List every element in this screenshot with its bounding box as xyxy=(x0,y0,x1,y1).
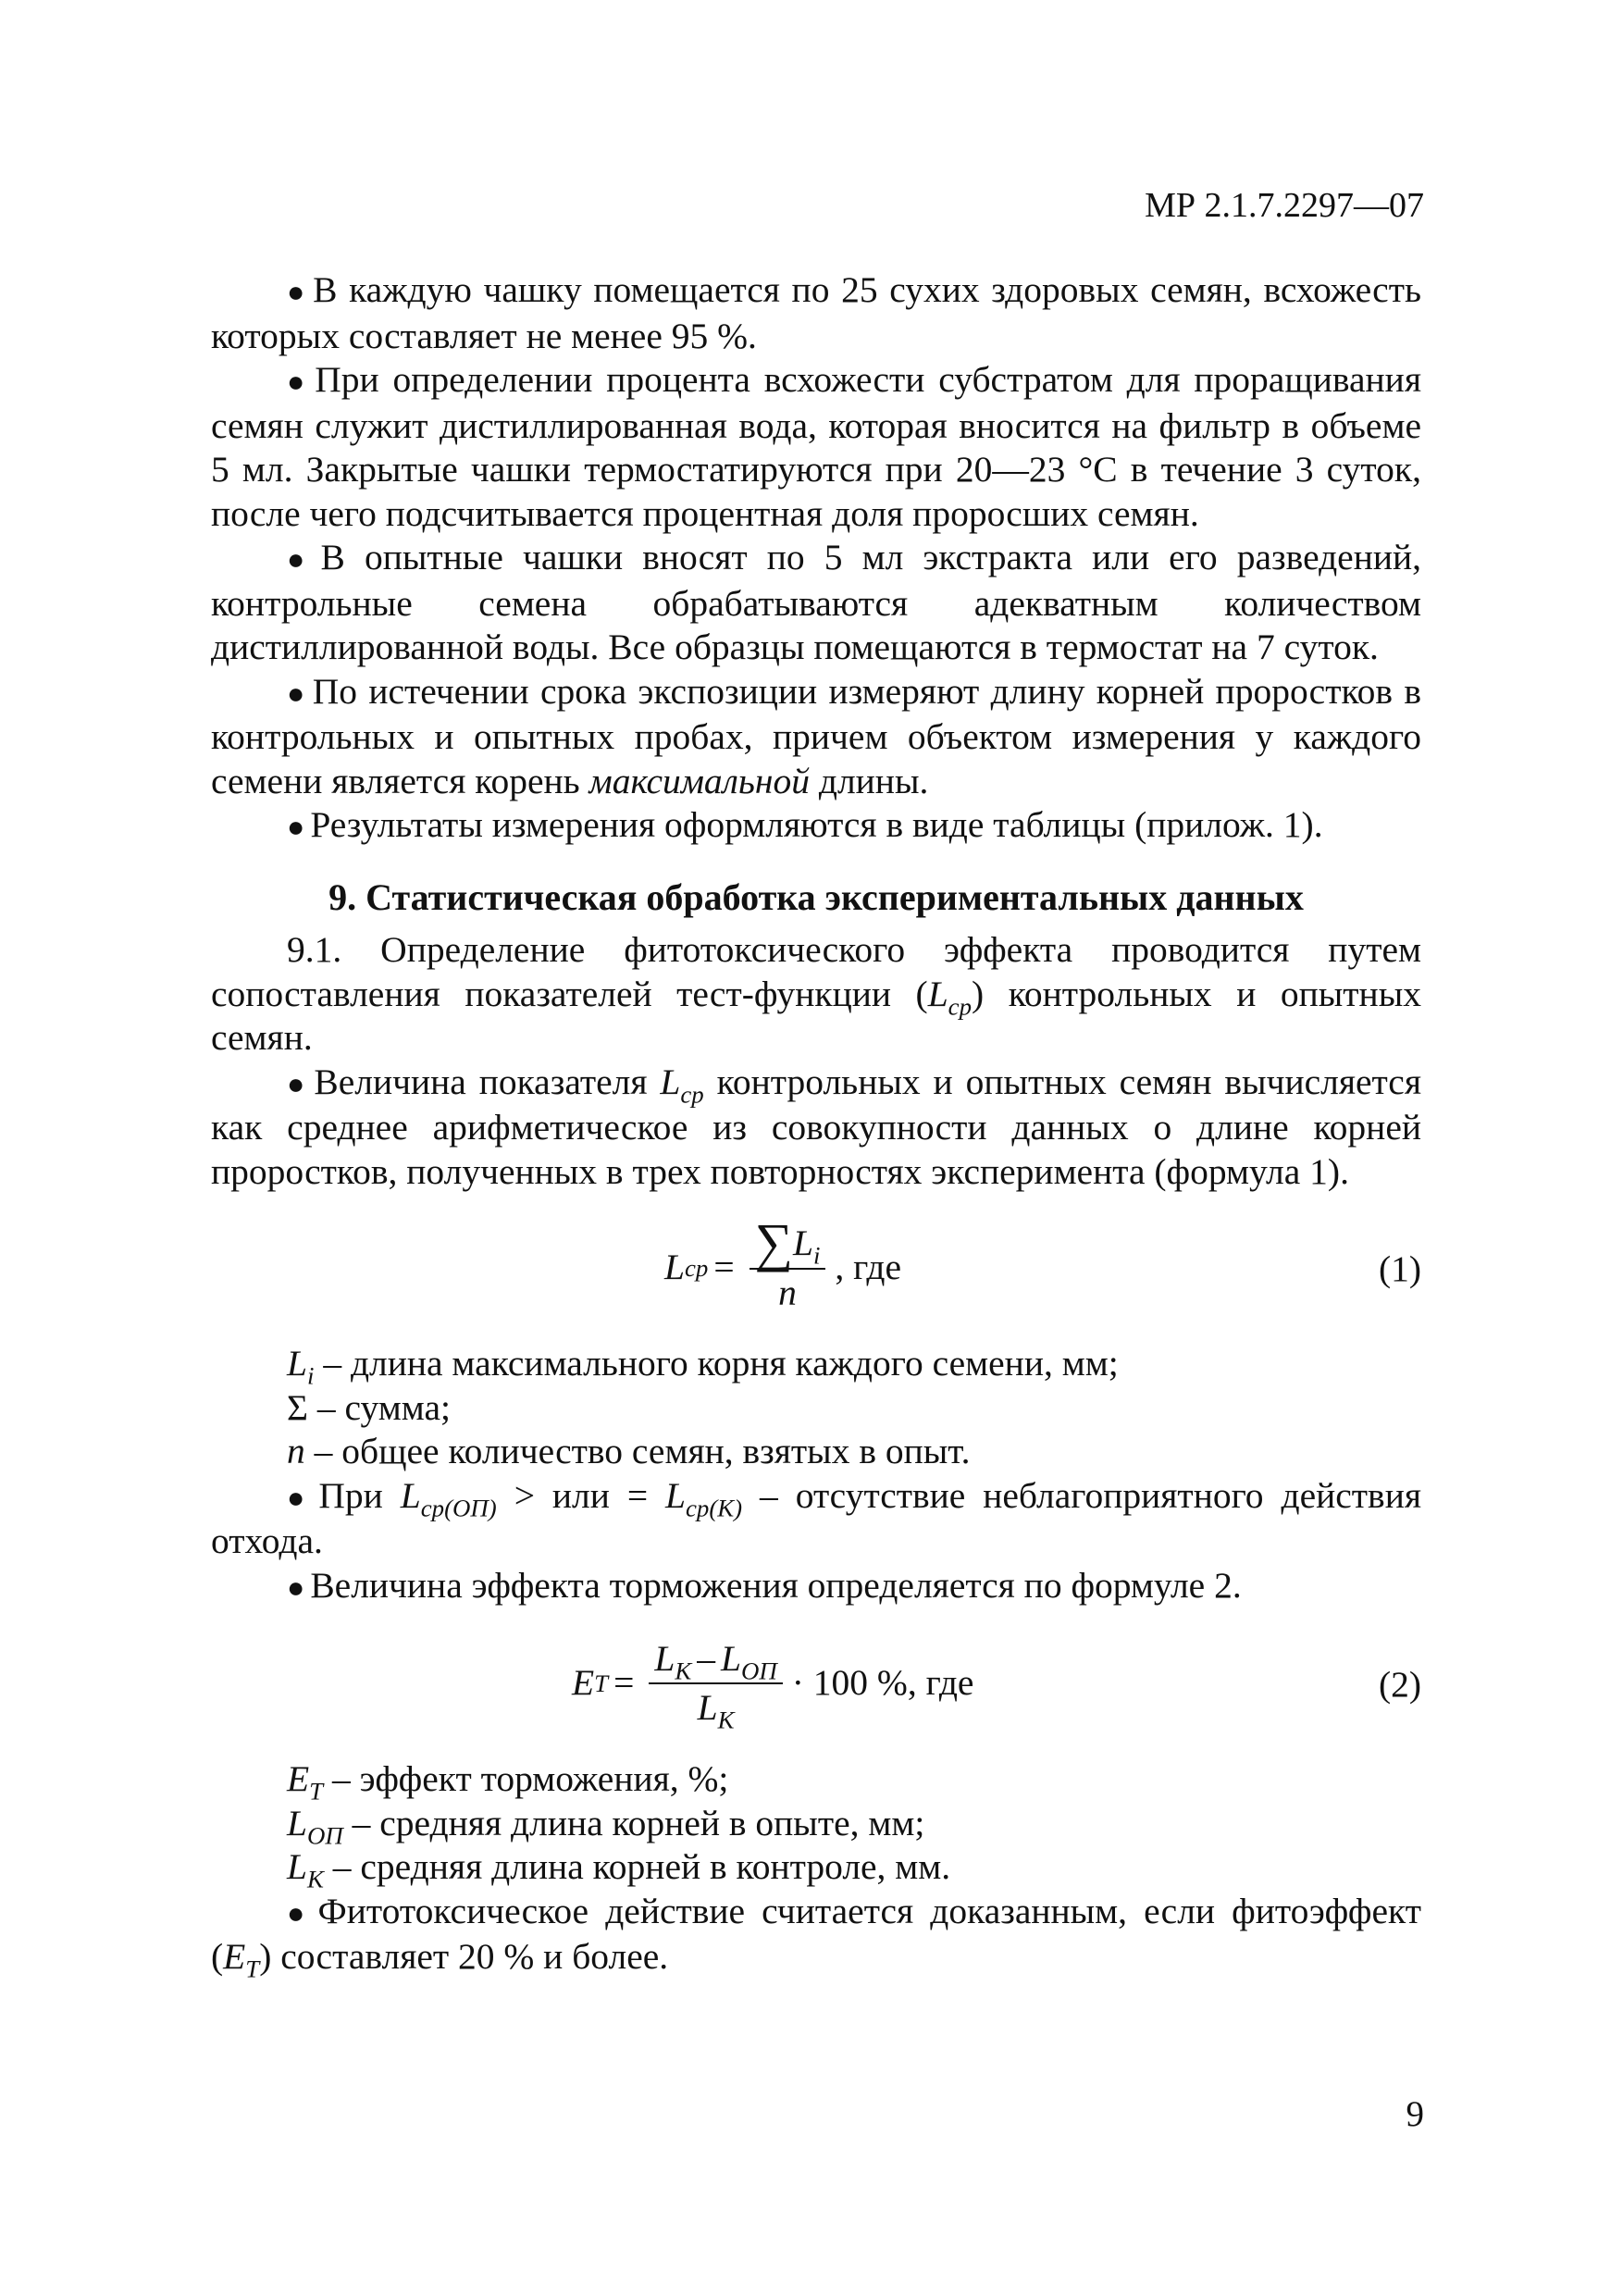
bullet-icon: ● xyxy=(287,1480,314,1514)
section-heading: 9. Статистическая обработка экспериментальных данных xyxy=(328,875,1304,918)
bullet-icon: ● xyxy=(287,365,310,398)
definition: n – общее количество семян, взятых в опыт. xyxy=(287,1431,971,1471)
paragraph: ● Результаты измерения оформляются в виде таблицы (прилож. 1). xyxy=(287,804,1323,845)
paragraph: 9.1. Определение фитотоксического эффекта проводится путем сопоставления показателей тест-функции $(L_{ср})$ контрольных и опытных семян. xyxy=(211,929,1421,1058)
definition: $L_{ОП}$ – средняя длина корней в опыте, мм; xyxy=(287,1802,925,1849)
formula-1-fraction: $\frac{\sum L_i}{n}$ xyxy=(750,1220,826,1316)
bullet-icon: ● xyxy=(287,542,316,576)
paragraph: ● По истечении срока экспозиции измеряют длину корней проростков в контрольных и опытных пробах, причем объектом измерения у каждого семени является корень максимальной длины. xyxy=(211,670,1422,801)
paragraph: ● Величина показателя $L_{ср}$ контрольных и опытных семян вычисляется как среднее арифметическое из совокупности данных о длине корней проростков, полученных в трех повторностях эксперимента (формула 1). xyxy=(211,1061,1421,1192)
bullet-icon: ● xyxy=(287,810,305,843)
bullet-icon: ● xyxy=(287,1570,305,1604)
paragraph: ● Фитотоксическое действие считается доказанным, если фитоэффект $(E_T)$ составляет 20 % и более. xyxy=(211,1890,1421,1983)
formula-1-expression: L ср = $\frac{\sum L_i}{n}$ , где xyxy=(664,1203,901,1333)
formula-2-fraction: $\frac{L_K - L_{ОП}}{L_K}$ xyxy=(649,1637,782,1731)
bullet-icon: ● xyxy=(287,1895,313,1930)
definition: $L_K$ – средняя длина корней в контроле, мм. xyxy=(287,1846,951,1893)
definition: Σ – сумма; xyxy=(287,1386,451,1428)
formula-1-number: (1) xyxy=(1378,1248,1421,1289)
sigma-symbol: ∑ xyxy=(754,1212,793,1273)
paragraph: ● При определении процента всхожести субстратом для проращивания семян служит дистиллированная вода, которая вносится на фильтр в объеме 5 мл. Закрытые чашки термостатируются при 20—23 °C в течение 3 суток, после чего подсчитывается процентная доля проросших семян. xyxy=(211,359,1421,534)
page-number: 9 xyxy=(1406,2094,1424,2134)
formula-2-expression: E T = $\frac{L_K - L_{ОП}}{L_K}$ · 100 % , где xyxy=(572,1637,974,1734)
paragraph: ● В каждую чашку помещается по 25 сухих здоровых семян, всхожесть которых составляет не менее 95 %. xyxy=(211,269,1421,356)
definition: $E_T$ – эффект торможения, %; xyxy=(287,1758,729,1806)
definition: $L_i$ – длина максимального корня каждого семени, мм; xyxy=(287,1343,1119,1390)
formula-1 xyxy=(211,1203,1421,1333)
paragraph: ● При $L_{ср(ОП)}$ > или = $L_{ср(К)}$ – отсутствие неблагоприятного действия отхода. xyxy=(211,1474,1421,1561)
bullet-icon: ● xyxy=(287,275,308,308)
formula-2-number: (2) xyxy=(1378,1664,1421,1705)
document-code: МР 2.1.7.2297—07 xyxy=(1145,186,1424,225)
paragraph: ● Величина эффекта торможения определяется по формуле 2. xyxy=(287,1564,1242,1606)
formula-2 xyxy=(211,1619,1421,1748)
document-body xyxy=(211,268,1422,1983)
bullet-icon: ● xyxy=(287,1066,309,1100)
paragraph: ● В опытные чашки вносят по 5 мл экстракта или его разведений, контрольные семена обрабатываются адекватным количеством дистиллированной воды. Все образцы помещаются в термостат на 7 суток. xyxy=(211,537,1422,667)
bullet-icon: ● xyxy=(287,676,307,710)
